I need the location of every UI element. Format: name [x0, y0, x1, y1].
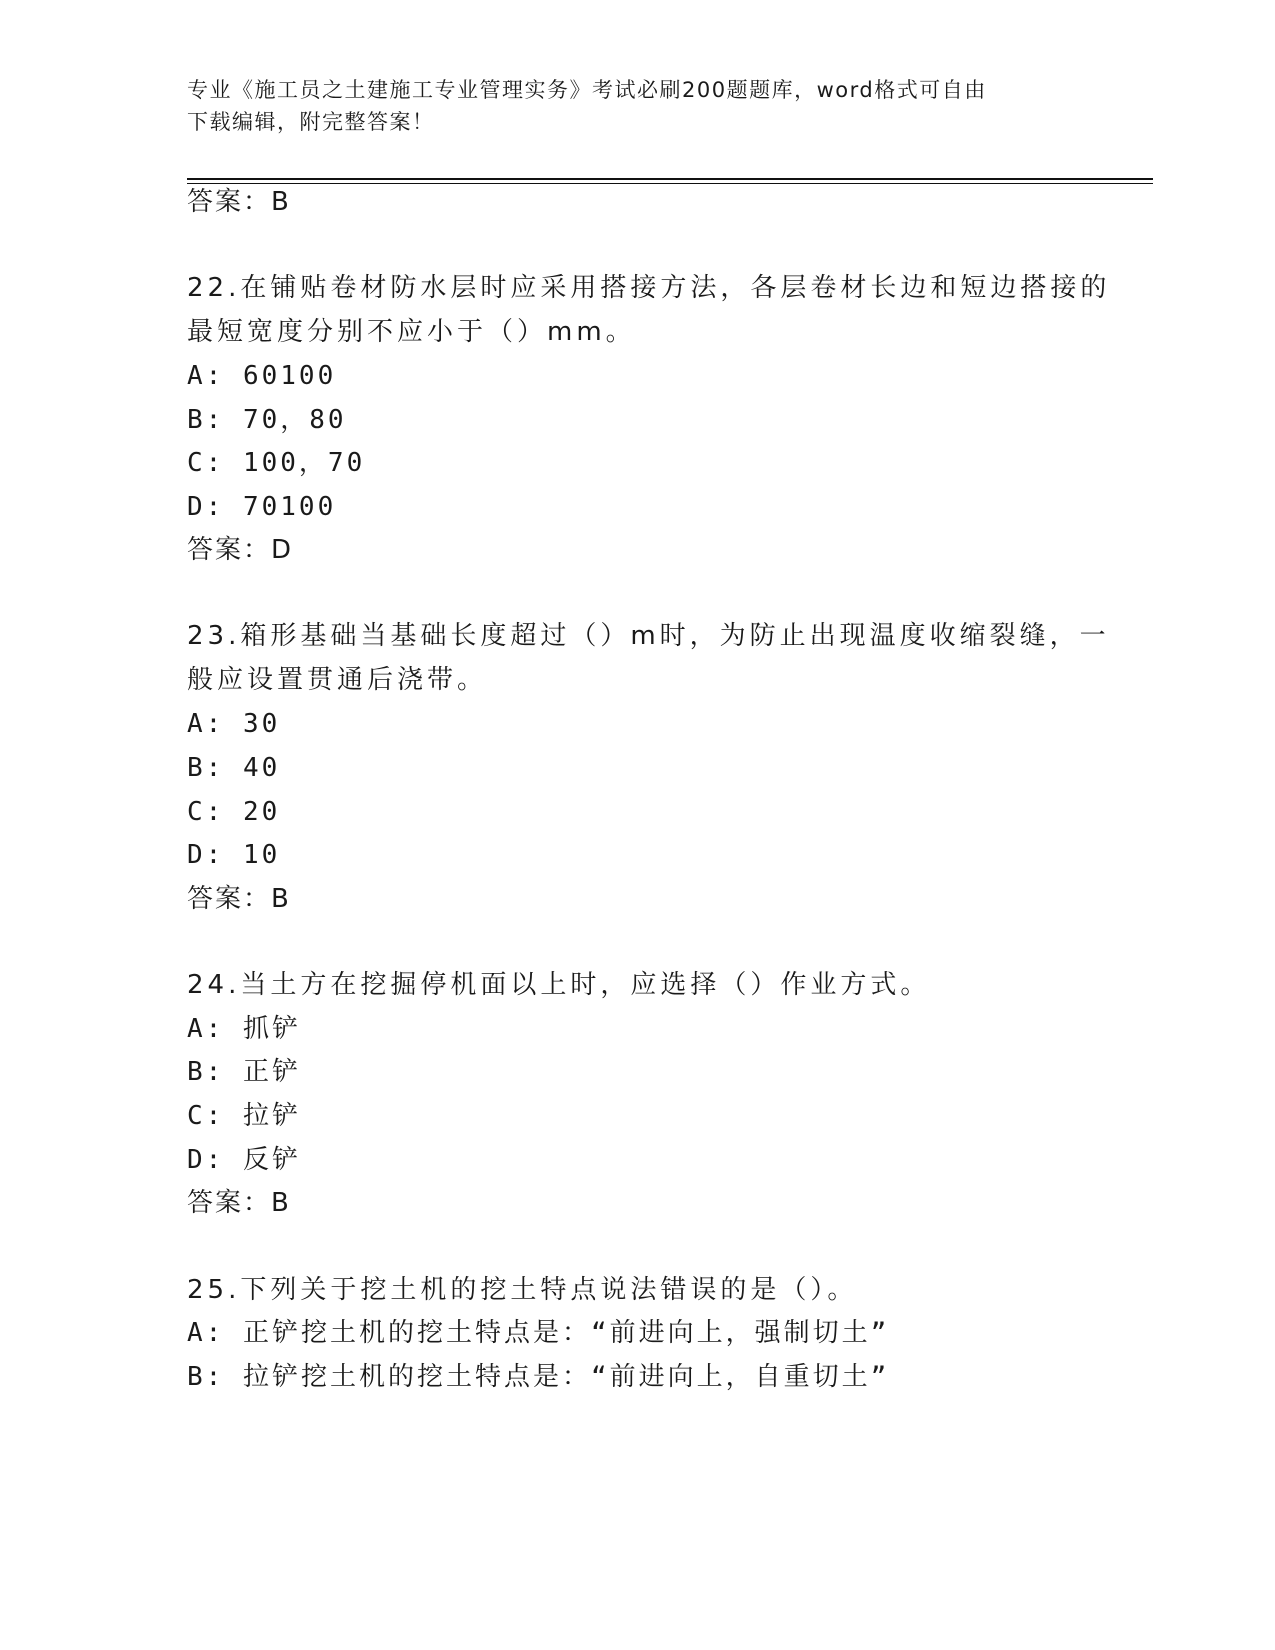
question-25-option-a: A: 正铲挖土机的挖土特点是：“前进向上，强制切土” [187, 1318, 890, 1348]
question-22-text-line-2: 最短宽度分别不应小于（）mm。 [187, 317, 636, 347]
question-24-option-c: C: 拉铲 [187, 1101, 301, 1131]
question-23-option-d: D: 10 [187, 840, 281, 870]
question-24-option-b: B: 正铲 [187, 1057, 301, 1087]
question-25-option-b: B: 拉铲挖土机的挖土特点是：“前进向上，自重切土” [187, 1362, 890, 1392]
document-header [187, 74, 1067, 138]
question-22-option-a: A: 60100 [187, 361, 337, 391]
question-24-answer: 答案：B [187, 1188, 291, 1218]
answer-21: 答案：B [187, 187, 291, 217]
question-23-text-line-2: 般应设置贯通后浇带。 [187, 665, 488, 695]
question-23-option-c: C: 20 [187, 797, 281, 827]
question-24-option-d: D: 反铲 [187, 1145, 301, 1175]
header-divider-thin [187, 183, 1153, 184]
question-23-option-b: B: 40 [187, 753, 281, 783]
question-25-text-line-1: 25.下列关于挖土机的挖土特点说法错误的是（）。 [187, 1275, 858, 1305]
question-22-option-b: B: 70，80 [187, 405, 347, 435]
document-page [187, 0, 1153, 1650]
question-23-text-line-1: 23.箱形基础当基础长度超过（）m时，为防止出现温度收缩裂缝，一 [187, 621, 1110, 651]
question-22-answer: 答案：D [187, 535, 294, 565]
question-22-text-line-1: 22.在铺贴卷材防水层时应采用搭接方法，各层卷材长边和短边搭接的 [187, 273, 1111, 303]
question-22-option-c: C: 100，70 [187, 448, 366, 478]
question-24-option-a: A: 抓铲 [187, 1014, 301, 1044]
header-line-2: 下载编辑，附完整答案！ [187, 110, 435, 134]
header-divider-thick [187, 178, 1153, 180]
header-line-1: 专业《施工员之土建施工专业管理实务》考试必刷200题题库，word格式可自由 [187, 78, 987, 102]
question-24-text-line-1: 24.当土方在挖掘停机面以上时，应选择（）作业方式。 [187, 970, 931, 1000]
question-23-option-a: A: 30 [187, 709, 281, 739]
question-23-answer: 答案：B [187, 884, 291, 914]
question-22-option-d: D: 70100 [187, 492, 337, 522]
